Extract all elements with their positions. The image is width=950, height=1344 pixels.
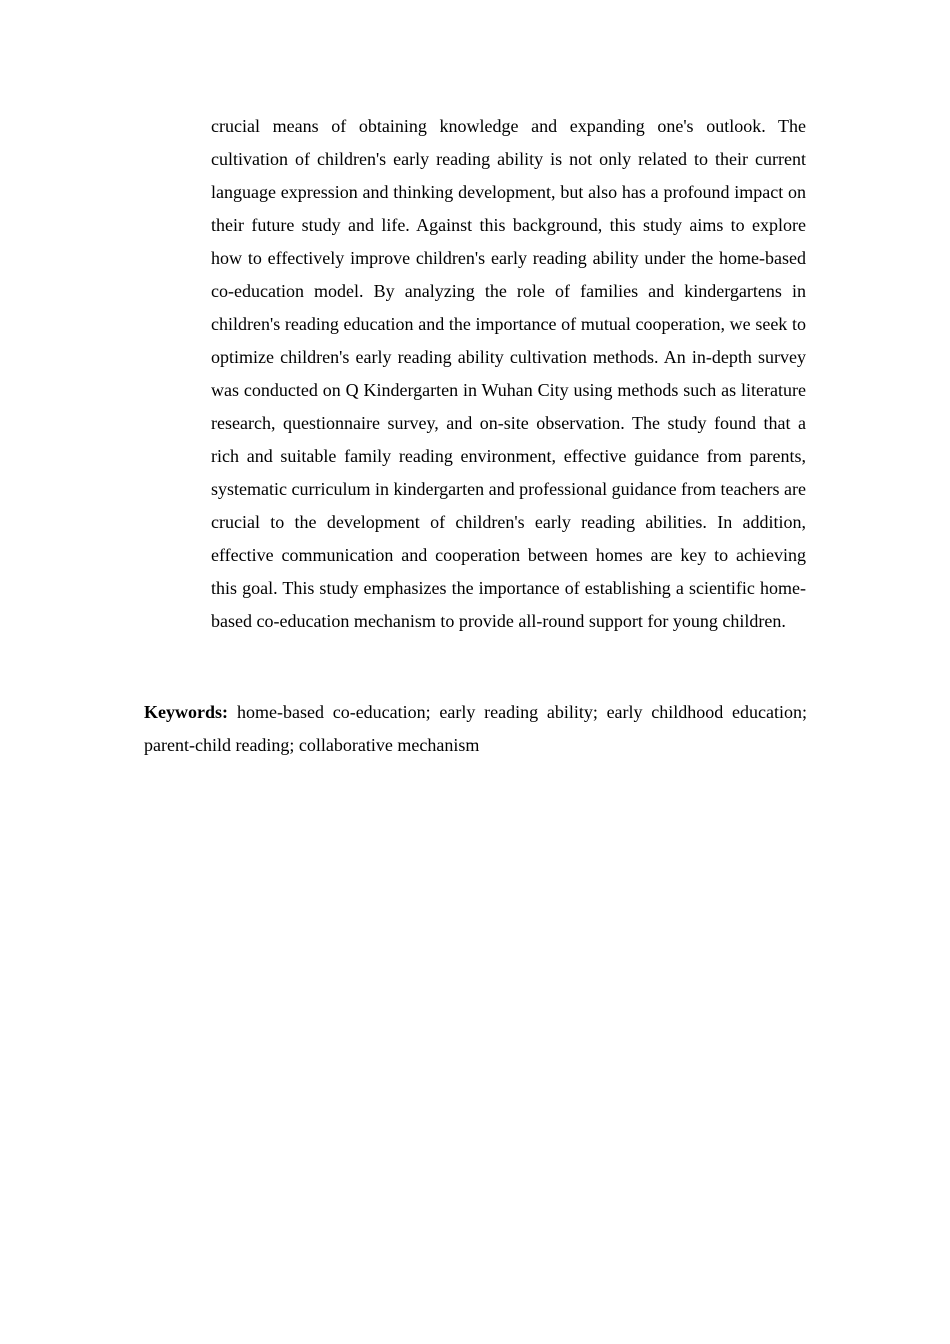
keywords-list: home-based co-education; early reading ability; early childhood education; parent-child reading; collaborative mechanism xyxy=(144,702,807,755)
keywords-label: Keywords: xyxy=(144,702,228,722)
abstract-paragraph: crucial means of obtaining knowledge and expanding one's outlook. The cultivation of children's early reading ability is not only related to their current language expression and thinking development, but also has a profound impact on their future study and life. Against this background, this study aims to explore how to effectively improve children's early reading ability under the home-based co-education model. By analyzing the role of families and kindergartens in children's reading education and the importance of mutual cooperation, we seek to optimize children's early reading ability cultivation methods. An in-depth survey was conducted on Q Kindergarten in Wuhan City using methods such as literature research, questionnaire survey, and on-site observation. The study found that a rich and suitable family reading environment, effective guidance from parents, systematic curriculum in kindergarten and professional guidance from teachers are crucial to the development of children's early reading abilities. In addition, effective communication and cooperation between homes are key to achieving this goal. This study emphasizes the importance of establishing a scientific home-based co-education mechanism to provide all-round support for young children. xyxy=(211,116,806,631)
keywords-section xyxy=(144,696,807,762)
